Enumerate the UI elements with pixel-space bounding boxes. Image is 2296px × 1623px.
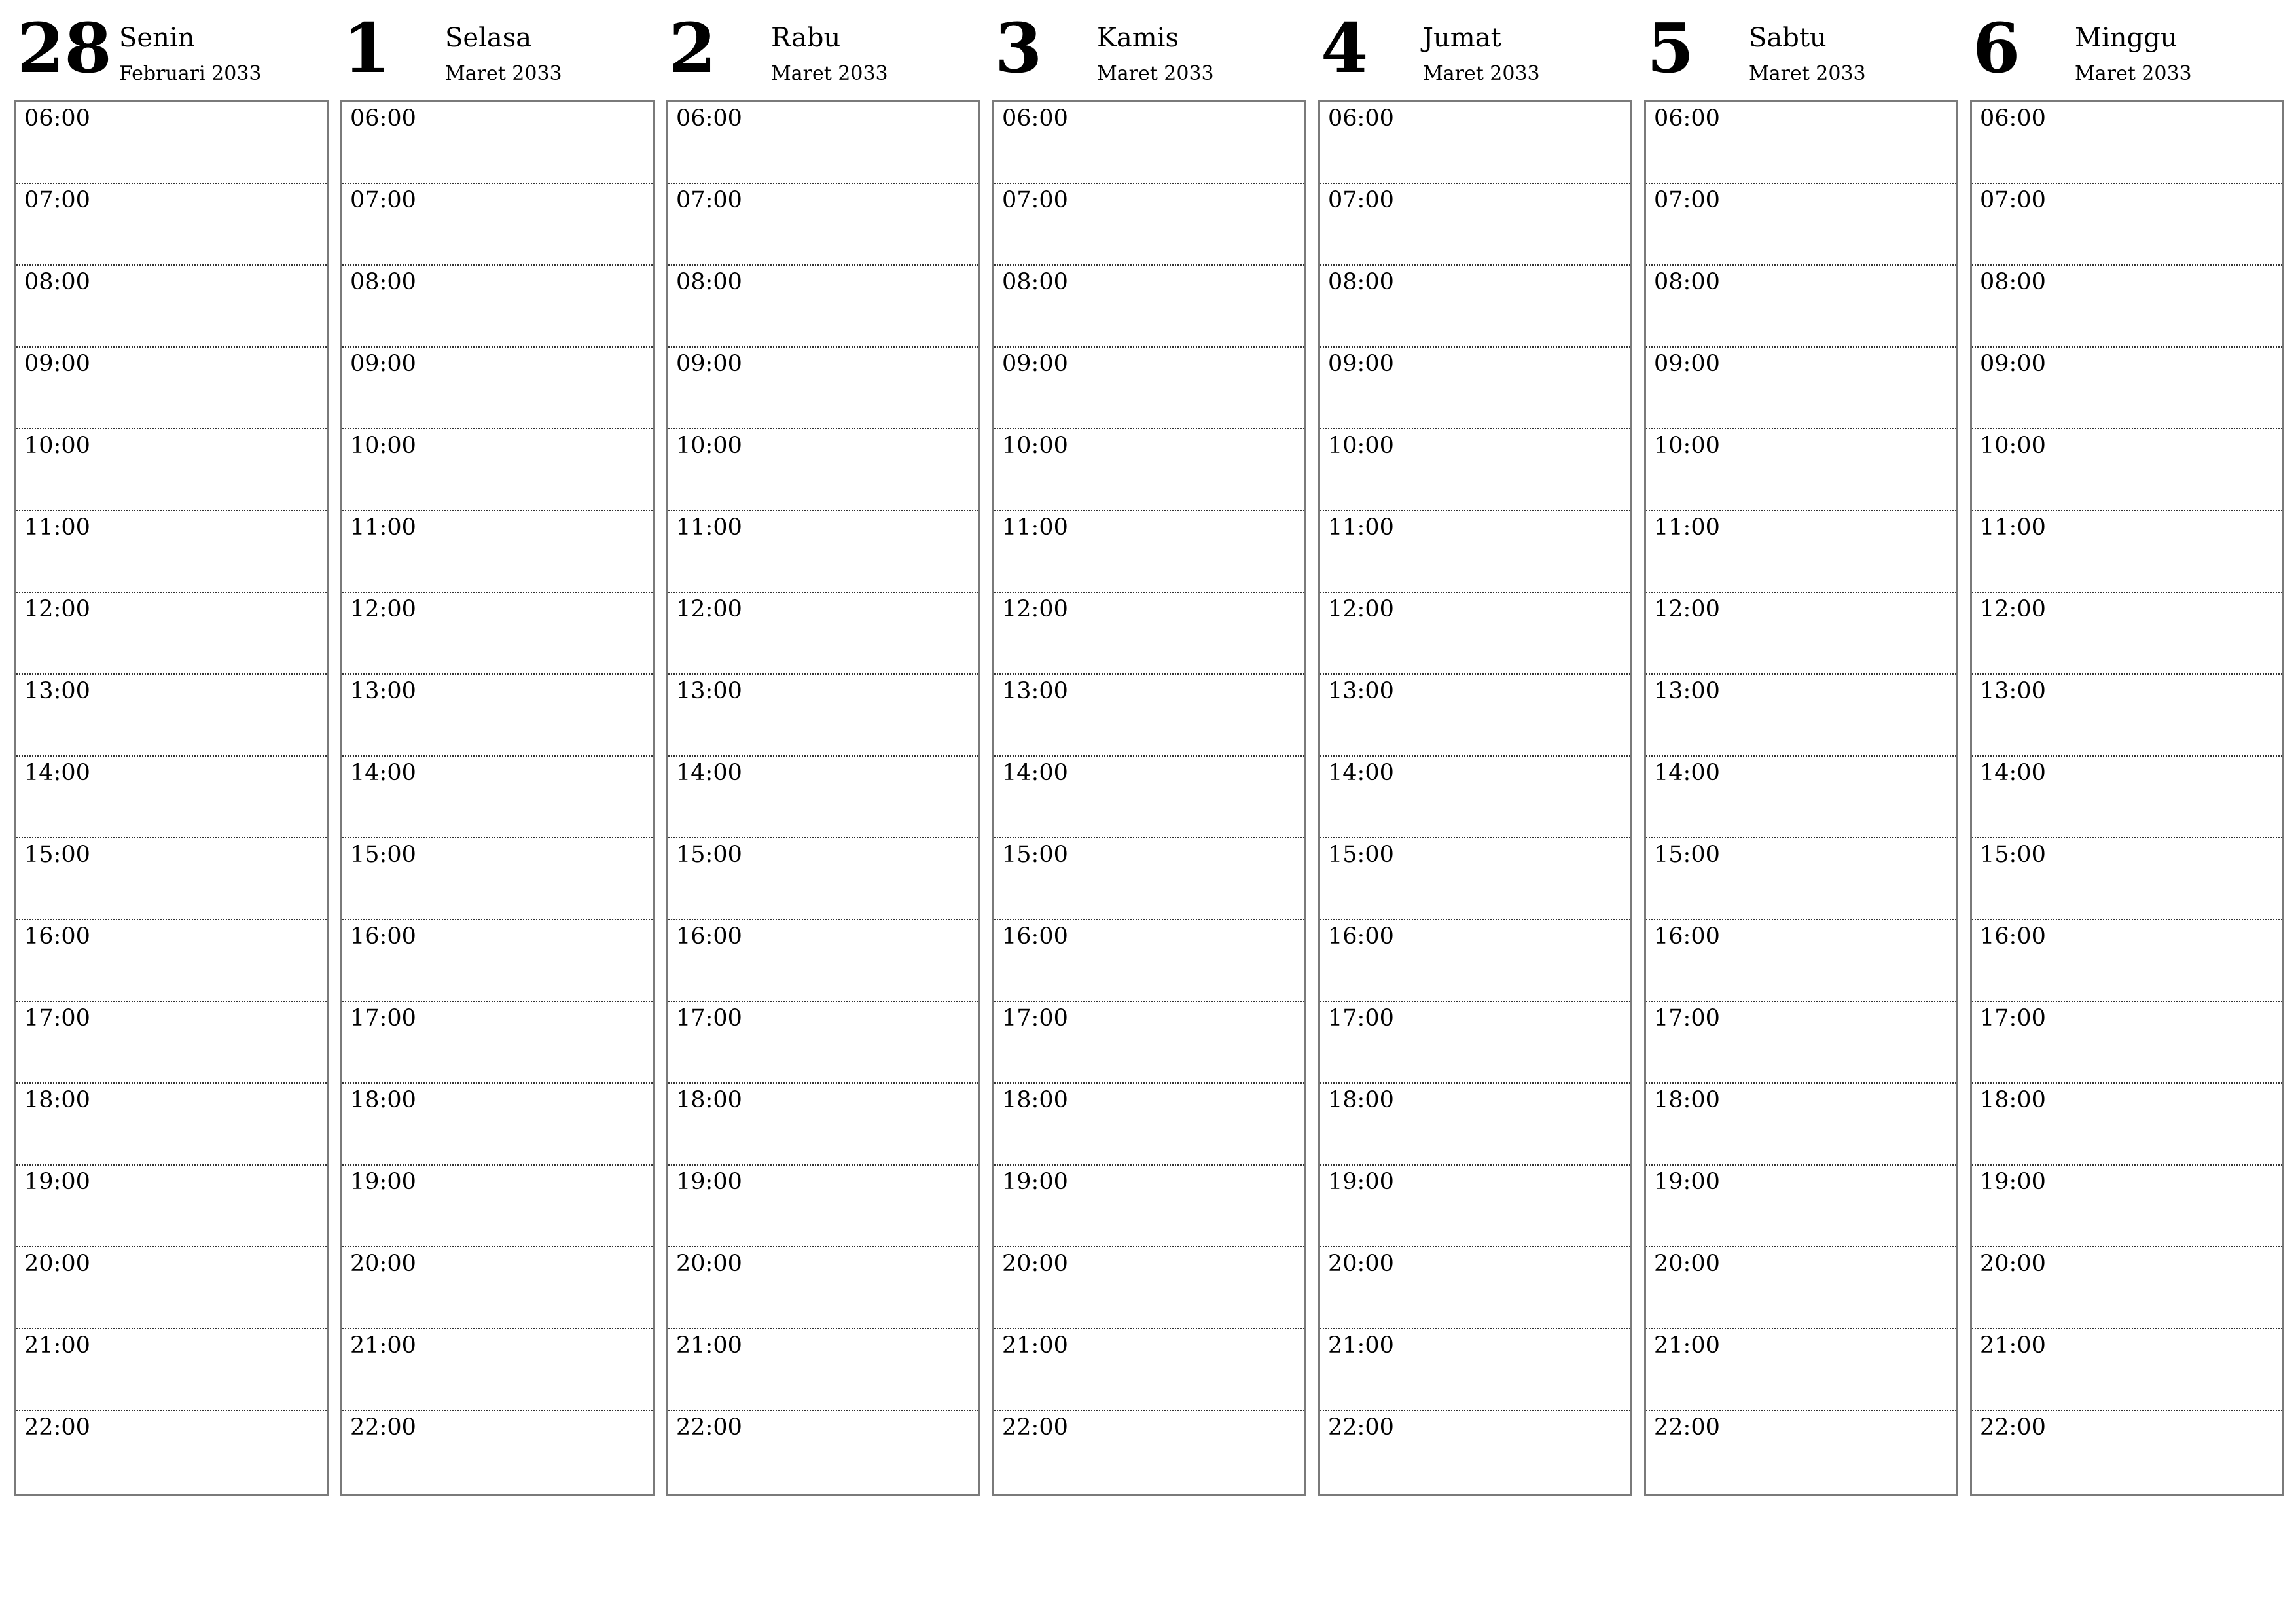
time-slot	[1646, 1166, 1956, 1247]
time-slot	[994, 1411, 1304, 1493]
time-slot	[16, 1411, 327, 1493]
time-label: 20:00	[24, 1251, 90, 1277]
day-name: Selasa	[445, 23, 532, 53]
day-header	[14, 0, 329, 98]
time-label: 15:00	[24, 842, 90, 868]
time-slot	[16, 757, 327, 838]
time-label: 18:00	[350, 1087, 416, 1113]
time-slot	[1646, 266, 1956, 348]
time-label: 07:00	[1002, 187, 1068, 213]
time-label: 22:00	[676, 1414, 742, 1440]
time-slot	[16, 1166, 327, 1247]
time-slot	[1320, 675, 1630, 757]
time-label: 18:00	[24, 1087, 90, 1113]
time-label: 21:00	[350, 1332, 416, 1359]
time-label: 07:00	[350, 187, 416, 213]
time-label: 06:00	[1328, 105, 1394, 132]
time-label: 20:00	[1654, 1251, 1720, 1277]
time-label: 15:00	[1654, 842, 1720, 868]
time-slot	[1972, 1084, 2282, 1166]
time-label: 22:00	[350, 1414, 416, 1440]
time-slot	[16, 184, 327, 266]
time-slot	[1646, 757, 1956, 838]
time-slot	[994, 1002, 1304, 1084]
time-slot	[342, 266, 653, 348]
day-number: 28	[17, 8, 112, 88]
time-slot	[1972, 102, 2282, 184]
time-label: 15:00	[676, 842, 742, 868]
time-slot	[1646, 838, 1956, 920]
time-label: 11:00	[676, 514, 742, 541]
time-slot	[994, 1166, 1304, 1247]
day-month: Februari 2033	[119, 62, 262, 85]
day-number: 1	[343, 8, 391, 88]
day-column	[340, 0, 655, 1505]
day-month: Maret 2033	[1749, 62, 1866, 85]
time-slot	[1646, 429, 1956, 511]
time-label: 21:00	[1002, 1332, 1068, 1359]
time-slot	[994, 920, 1304, 1002]
time-label: 21:00	[676, 1332, 742, 1359]
time-label: 13:00	[1980, 678, 2046, 704]
time-slot	[1646, 102, 1956, 184]
time-slot	[1320, 184, 1630, 266]
time-slot	[1972, 1411, 2282, 1493]
day-schedule-box	[1318, 100, 1632, 1496]
time-slot	[1320, 1411, 1630, 1493]
time-slot	[16, 348, 327, 429]
time-slot	[994, 429, 1304, 511]
time-slot	[668, 1411, 978, 1493]
time-label: 12:00	[676, 596, 742, 622]
day-schedule-box	[666, 100, 980, 1496]
time-label: 17:00	[1980, 1005, 2046, 1031]
day-column	[992, 0, 1306, 1505]
time-slot	[1320, 348, 1630, 429]
time-label: 17:00	[1328, 1005, 1394, 1031]
time-label: 06:00	[24, 105, 90, 132]
time-label: 19:00	[1654, 1169, 1720, 1195]
time-label: 09:00	[676, 351, 742, 377]
time-label: 07:00	[1654, 187, 1720, 213]
time-label: 13:00	[1654, 678, 1720, 704]
time-slot	[342, 757, 653, 838]
time-label: 15:00	[1980, 842, 2046, 868]
time-label: 18:00	[1002, 1087, 1068, 1113]
day-month: Maret 2033	[445, 62, 562, 85]
time-slot	[1320, 757, 1630, 838]
time-slot	[668, 1247, 978, 1329]
time-label: 14:00	[1980, 760, 2046, 786]
time-slot	[1972, 511, 2282, 593]
time-slot	[1320, 1002, 1630, 1084]
time-slot	[668, 184, 978, 266]
time-slot	[668, 675, 978, 757]
day-header	[340, 0, 655, 98]
time-slot	[1320, 266, 1630, 348]
time-slot	[994, 838, 1304, 920]
time-slot	[342, 348, 653, 429]
time-slot	[1320, 838, 1630, 920]
time-label: 08:00	[1002, 269, 1068, 295]
time-slot	[342, 429, 653, 511]
time-slot	[668, 1002, 978, 1084]
time-label: 17:00	[24, 1005, 90, 1031]
time-slot	[668, 266, 978, 348]
time-label: 18:00	[676, 1087, 742, 1113]
day-schedule-box	[14, 100, 329, 1496]
time-label: 14:00	[1654, 760, 1720, 786]
time-slot	[668, 593, 978, 675]
time-label: 19:00	[676, 1169, 742, 1195]
time-slot	[1972, 1166, 2282, 1247]
time-slot	[668, 348, 978, 429]
time-slot	[16, 102, 327, 184]
time-slot	[994, 593, 1304, 675]
time-slot	[668, 511, 978, 593]
time-label: 09:00	[24, 351, 90, 377]
time-label: 07:00	[1328, 187, 1394, 213]
time-label: 07:00	[676, 187, 742, 213]
time-label: 14:00	[1328, 760, 1394, 786]
time-slot	[1646, 920, 1956, 1002]
day-name: Senin	[119, 23, 195, 53]
time-label: 06:00	[1654, 105, 1720, 132]
time-slot	[16, 1329, 327, 1411]
time-label: 13:00	[1002, 678, 1068, 704]
time-slot	[1320, 1084, 1630, 1166]
time-slot	[1320, 429, 1630, 511]
time-label: 16:00	[1328, 923, 1394, 950]
day-number: 2	[669, 8, 717, 88]
time-label: 09:00	[350, 351, 416, 377]
day-header	[1970, 0, 2284, 98]
day-header	[992, 0, 1306, 98]
time-label: 22:00	[1980, 1414, 2046, 1440]
time-label: 10:00	[350, 433, 416, 459]
time-label: 21:00	[24, 1332, 90, 1359]
time-slot	[994, 348, 1304, 429]
time-slot	[342, 593, 653, 675]
time-slot	[1972, 920, 2282, 1002]
time-slot	[1972, 757, 2282, 838]
time-label: 17:00	[350, 1005, 416, 1031]
time-slot	[342, 1329, 653, 1411]
time-label: 14:00	[1002, 760, 1068, 786]
time-slot	[1972, 838, 2282, 920]
time-label: 12:00	[1328, 596, 1394, 622]
time-label: 11:00	[1002, 514, 1068, 541]
time-slot	[1646, 1247, 1956, 1329]
time-label: 09:00	[1654, 351, 1720, 377]
time-slot	[1320, 1166, 1630, 1247]
day-name: Sabtu	[1749, 23, 1827, 53]
time-label: 14:00	[24, 760, 90, 786]
time-slot	[1320, 511, 1630, 593]
day-month: Maret 2033	[1097, 62, 1214, 85]
time-label: 16:00	[1654, 923, 1720, 950]
day-column	[1970, 0, 2284, 1505]
time-label: 08:00	[350, 269, 416, 295]
day-schedule-box	[340, 100, 655, 1496]
time-label: 14:00	[676, 760, 742, 786]
time-slot	[668, 1166, 978, 1247]
time-label: 10:00	[1002, 433, 1068, 459]
time-slot	[668, 757, 978, 838]
time-label: 12:00	[1980, 596, 2046, 622]
time-label: 08:00	[1654, 269, 1720, 295]
time-label: 16:00	[1980, 923, 2046, 950]
time-slot	[16, 266, 327, 348]
time-slot	[16, 838, 327, 920]
time-slot	[342, 1411, 653, 1493]
time-label: 18:00	[1980, 1087, 2046, 1113]
time-slot	[16, 429, 327, 511]
time-label: 08:00	[1980, 269, 2046, 295]
time-slot	[342, 838, 653, 920]
time-slot	[668, 429, 978, 511]
time-label: 06:00	[350, 105, 416, 132]
time-label: 19:00	[24, 1169, 90, 1195]
time-slot	[342, 184, 653, 266]
time-label: 13:00	[676, 678, 742, 704]
time-slot	[1646, 1411, 1956, 1493]
time-label: 21:00	[1654, 1332, 1720, 1359]
time-label: 18:00	[1328, 1087, 1394, 1113]
time-label: 11:00	[1328, 514, 1394, 541]
time-label: 21:00	[1980, 1332, 2046, 1359]
time-slot	[16, 1084, 327, 1166]
time-label: 22:00	[1002, 1414, 1068, 1440]
day-month: Maret 2033	[771, 62, 888, 85]
time-label: 12:00	[1002, 596, 1068, 622]
time-slot	[342, 511, 653, 593]
time-label: 13:00	[24, 678, 90, 704]
day-name: Rabu	[771, 23, 841, 53]
time-label: 20:00	[676, 1251, 742, 1277]
time-label: 09:00	[1328, 351, 1394, 377]
time-slot	[342, 1247, 653, 1329]
time-slot	[1646, 348, 1956, 429]
time-slot	[342, 920, 653, 1002]
day-column	[666, 0, 980, 1505]
time-label: 13:00	[350, 678, 416, 704]
time-slot	[1972, 429, 2282, 511]
time-label: 12:00	[1654, 596, 1720, 622]
time-label: 06:00	[1980, 105, 2046, 132]
time-slot	[1646, 1329, 1956, 1411]
time-label: 16:00	[676, 923, 742, 950]
time-label: 20:00	[1328, 1251, 1394, 1277]
time-slot	[994, 757, 1304, 838]
time-slot	[1646, 1084, 1956, 1166]
time-label: 15:00	[1002, 842, 1068, 868]
time-slot	[1646, 1002, 1956, 1084]
time-label: 15:00	[1328, 842, 1394, 868]
time-slot	[1972, 1002, 2282, 1084]
day-name: Kamis	[1097, 23, 1179, 53]
time-slot	[342, 102, 653, 184]
time-label: 16:00	[1002, 923, 1068, 950]
day-header	[666, 0, 980, 98]
time-label: 11:00	[1654, 514, 1720, 541]
time-slot	[342, 1166, 653, 1247]
day-column	[1644, 0, 1958, 1505]
time-slot	[16, 593, 327, 675]
time-label: 11:00	[24, 514, 90, 541]
time-label: 22:00	[1328, 1414, 1394, 1440]
time-slot	[1972, 1329, 2282, 1411]
day-column	[1318, 0, 1632, 1505]
time-slot	[1646, 184, 1956, 266]
time-slot	[994, 184, 1304, 266]
time-label: 08:00	[1328, 269, 1394, 295]
day-number: 4	[1321, 8, 1369, 88]
time-slot	[994, 511, 1304, 593]
time-label: 12:00	[24, 596, 90, 622]
time-label: 22:00	[1654, 1414, 1720, 1440]
time-slot	[16, 675, 327, 757]
time-slot	[342, 1002, 653, 1084]
time-slot	[1972, 593, 2282, 675]
time-label: 17:00	[1002, 1005, 1068, 1031]
time-slot	[1972, 1247, 2282, 1329]
time-slot	[1972, 184, 2282, 266]
time-slot	[1320, 920, 1630, 1002]
time-label: 17:00	[676, 1005, 742, 1031]
time-slot	[1320, 102, 1630, 184]
time-slot	[342, 1084, 653, 1166]
time-label: 19:00	[1980, 1169, 2046, 1195]
time-label: 20:00	[1002, 1251, 1068, 1277]
time-slot	[668, 1329, 978, 1411]
time-slot	[994, 1084, 1304, 1166]
time-label: 22:00	[24, 1414, 90, 1440]
time-slot	[1646, 511, 1956, 593]
time-slot	[16, 511, 327, 593]
time-label: 11:00	[350, 514, 416, 541]
time-label: 10:00	[24, 433, 90, 459]
time-label: 21:00	[1328, 1332, 1394, 1359]
time-label: 08:00	[24, 269, 90, 295]
time-slot	[16, 920, 327, 1002]
time-label: 08:00	[676, 269, 742, 295]
time-label: 20:00	[350, 1251, 416, 1277]
time-slot	[1320, 1247, 1630, 1329]
time-slot	[668, 102, 978, 184]
time-label: 16:00	[350, 923, 416, 950]
time-slot	[16, 1247, 327, 1329]
time-label: 10:00	[1328, 433, 1394, 459]
time-slot	[994, 102, 1304, 184]
time-slot	[1646, 593, 1956, 675]
day-number: 6	[1973, 8, 2020, 88]
time-label: 19:00	[350, 1169, 416, 1195]
time-label: 16:00	[24, 923, 90, 950]
time-label: 13:00	[1328, 678, 1394, 704]
time-label: 10:00	[1654, 433, 1720, 459]
time-slot	[668, 920, 978, 1002]
time-label: 11:00	[1980, 514, 2046, 541]
day-month: Maret 2033	[2075, 62, 2192, 85]
time-label: 07:00	[1980, 187, 2046, 213]
time-label: 14:00	[350, 760, 416, 786]
time-label: 09:00	[1980, 351, 2046, 377]
day-schedule-box	[1644, 100, 1958, 1496]
time-slot	[994, 266, 1304, 348]
time-slot	[1972, 675, 2282, 757]
day-schedule-box	[1970, 100, 2284, 1496]
time-label: 06:00	[1002, 105, 1068, 132]
time-label: 19:00	[1002, 1169, 1068, 1195]
day-name: Minggu	[2075, 23, 2178, 53]
day-month: Maret 2033	[1423, 62, 1540, 85]
time-label: 10:00	[1980, 433, 2046, 459]
time-label: 19:00	[1328, 1169, 1394, 1195]
day-schedule-box	[992, 100, 1306, 1496]
time-slot	[16, 1002, 327, 1084]
time-label: 18:00	[1654, 1087, 1720, 1113]
time-label: 06:00	[676, 105, 742, 132]
time-label: 07:00	[24, 187, 90, 213]
time-slot	[668, 1084, 978, 1166]
day-number: 3	[995, 8, 1043, 88]
time-slot	[668, 838, 978, 920]
day-header	[1318, 0, 1632, 98]
day-column	[14, 0, 329, 1505]
day-name: Jumat	[1423, 23, 1501, 53]
time-slot	[1972, 266, 2282, 348]
time-label: 15:00	[350, 842, 416, 868]
time-slot	[1320, 593, 1630, 675]
time-label: 09:00	[1002, 351, 1068, 377]
time-slot	[342, 675, 653, 757]
time-slot	[994, 1329, 1304, 1411]
day-number: 5	[1647, 8, 1695, 88]
time-label: 17:00	[1654, 1005, 1720, 1031]
time-label: 20:00	[1980, 1251, 2046, 1277]
time-slot	[1972, 348, 2282, 429]
time-label: 12:00	[350, 596, 416, 622]
time-slot	[1320, 1329, 1630, 1411]
time-slot	[1646, 675, 1956, 757]
day-header	[1644, 0, 1958, 98]
time-slot	[994, 675, 1304, 757]
time-slot	[994, 1247, 1304, 1329]
time-label: 10:00	[676, 433, 742, 459]
